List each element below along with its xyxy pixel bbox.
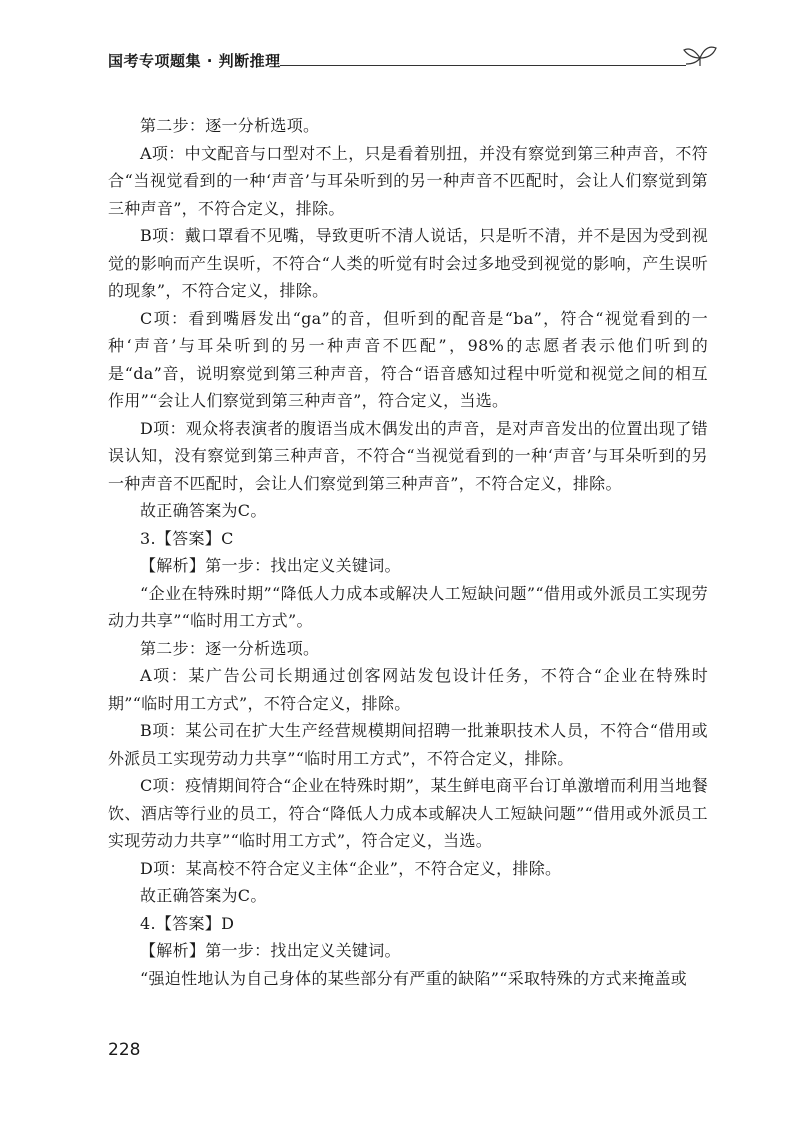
header-rule bbox=[280, 65, 686, 66]
paragraph: C项：看到嘴唇发出“ga”的音，但听到的配音是“ba”，符合“视觉看到的一种‘声音’与耳朵听到的另一种声音不匹配”，98%的志愿者表示他们听到的是“da”音，说明察觉到第三种声音，符合“语音感知过程中听觉和视觉之间的相互作用”“会让人们察觉到第三种声音”，符合定义，当选。 bbox=[108, 308, 708, 410]
paragraph: A项：某广告公司长期通过创客网站发包设计任务，不符合“企业在特殊时期”“临时用工方式”，不符合定义，排除。 bbox=[108, 666, 708, 713]
header-title: 国考专项题集 · 判断推理 bbox=[108, 52, 281, 70]
paragraph: B项：某公司在扩大生产经营规模期间招聘一批兼职技术人员，不符合“借用或外派员工实现劳动力共享”“临时用工方式”，不符合定义，排除。 bbox=[108, 721, 708, 768]
paragraph: C项：疫情期间符合“企业在特殊时期”，某生鲜电商平台订单激增而利用当地餐饮、酒店等行业的员工，符合“降低人力成本或解决人工短缺问题”“借用或外派员工实现劳动力共享”“临时用工方式”，符合定义，当选。 bbox=[108, 776, 708, 850]
paragraph: 故正确答案为C。 bbox=[140, 501, 267, 520]
sprout-icon bbox=[682, 42, 718, 70]
analysis-heading: 【解析】第一步：找出定义关键词。 bbox=[140, 556, 401, 575]
answer-heading: 4.【答案】D bbox=[140, 913, 235, 933]
paragraph: A项：中文配音与口型对不上，只是看着别扭，并没有察觉到第三种声音，不符合“当视觉看到的一种‘声音’与耳朵听到的另一种声音不匹配时，会让人们察觉到第三种声音”，不符合定义，排除。 bbox=[108, 143, 708, 218]
paragraph: “企业在特殊时期”“降低人力成本或解决人工短缺问题”“借用或外派员工实现劳动力共享”“临时用工方式”。 bbox=[108, 583, 708, 630]
paragraph: 第二步：逐一分析选项。 bbox=[140, 116, 320, 135]
paragraph: D项：观众将表演者的腹语当成木偶发出的声音，是对声音发出的位置出现了错误认知，没有察觉到第三种声音，不符合“当视觉看到的一种‘声音’与耳朵听到的另一种声音不匹配时，会让人们察觉到第三种声音”，不符合定义，排除。 bbox=[108, 418, 708, 493]
paragraph: “强迫性地认为自己身体的某些部分有严重的缺陷”“采取特殊的方式来掩盖或 bbox=[140, 968, 688, 988]
analysis-heading: 【解析】第一步：找出定义关键词。 bbox=[140, 941, 401, 960]
answer-heading: 3.【答案】C bbox=[140, 528, 234, 548]
paragraph: D项：某高校不符合定义主体“企业”，不符合定义，排除。 bbox=[140, 858, 562, 878]
paragraph: 第二步：逐一分析选项。 bbox=[140, 638, 320, 658]
paragraph: B项：戴口罩看不见嘴，导致更听不清人说话，只是听不清，并不是因为受到视觉的影响而产生误听，不符合“人类的听觉有时会过多地受到视觉的影响，产生误听的现象”，不符合定义，排除。 bbox=[108, 226, 708, 300]
page-number: 228 bbox=[108, 1040, 141, 1060]
paragraph: 故正确答案为C。 bbox=[140, 886, 267, 905]
running-header bbox=[108, 50, 708, 80]
page-body bbox=[108, 112, 708, 992]
